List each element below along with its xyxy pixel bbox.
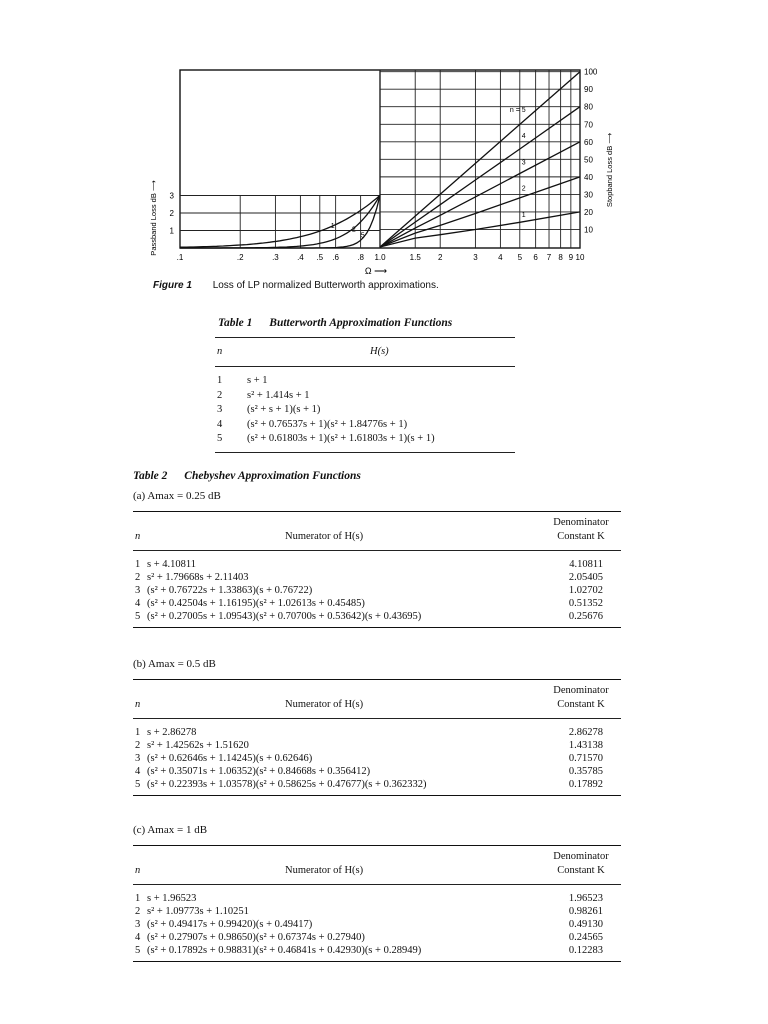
table2-row-constant: 0.51352 [568,598,603,609]
stopband-curve-label: 2 [521,185,526,193]
stopband-curve-label: 1 [521,211,526,219]
x-tick-label: 5 [517,253,523,262]
table2-section-header-rule [133,718,621,719]
table2-row-n: 4 [135,766,141,777]
table2-row-numerator: s + 1.96523 [147,893,197,904]
table2-row-numerator: (s² + 0.22393s + 1.03578)(s² + 0.58625s + 0.47677)(s + 0.362332) [147,779,427,790]
table2-section-top-rule [133,679,621,680]
table2-row [135,752,312,765]
table1-row-h: (s² + 0.76537s + 1)(s² + 1.84776s + 1) [247,418,408,430]
table2-row-n: 2 [135,740,141,751]
table2-col-constant: Constant K [557,531,605,542]
passband-curve-label: 2 [351,226,356,234]
table2-row-n: 1 [135,559,141,570]
table2-row-n: 1 [135,727,141,738]
figure-grid [180,70,580,248]
x-axis-label: Ω ⟶ [364,266,388,276]
table2-row-numerator: s² + 1.79668s + 2.11403 [147,572,249,583]
table2-row-numerator: (s² + 0.42504s + 1.16195)(s² + 1.02613s + 0.45485) [147,598,365,609]
table2-row-numerator: (s² + 0.27005s + 1.09543)(s² + 0.70700s + 0.53642)(s + 0.43695) [147,611,422,622]
right-tick-label: 90 [584,85,593,95]
table2-row-n: 5 [135,611,141,622]
table2-row-constant: 1.43138 [568,740,603,751]
figure-caption-number: Figure 1 [153,280,192,291]
x-tick-label: .6 [332,253,339,262]
table2-row [135,726,196,739]
table2-row-constant: 0.12283 [568,945,603,956]
x-tick-label: 1.0 [374,253,386,262]
x-tick-label: 6 [533,253,538,262]
table2-row [135,931,365,944]
table2-row-numerator: (s² + 0.76722s + 1.33863)(s + 0.76722) [147,585,313,596]
passband-curve-n2 [180,195,380,248]
right-tick-label: 60 [584,137,593,147]
table2-col-n: n [135,865,141,876]
table1-row-h: (s² + s + 1)(s + 1) [247,404,321,415]
table2-row-numerator: (s² + 0.27907s + 0.98650)(s² + 0.67374s + 0.27940) [147,932,365,943]
passband-curve-label: 1 [330,222,335,230]
x-tick-label: .4 [297,253,304,262]
table2-row-n: 3 [135,585,141,596]
left-tick-label: 1 [169,226,174,236]
right-tick-label: 30 [584,190,593,200]
table2-row-constant: 0.24565 [568,932,603,943]
right-tick-label: 80 [584,102,593,112]
table2-row [135,597,365,610]
left-axis-label: Passband Loss dB ⟶ [149,180,158,256]
table2-section-label: (b) Amax = 0.5 dB [133,658,216,670]
right-tick-label: 70 [584,120,593,130]
table2-row [135,584,312,597]
table1-title-text: Butterworth Approximation Functions [269,317,453,329]
table2-col-constant: Constant K [557,699,605,710]
stopband-curve-label: n = 5 [509,106,526,114]
table2-section-top-rule [133,511,621,512]
table2-col-numerator: Numerator of H(s) [285,531,364,542]
table2-row [135,571,249,584]
table2-row-numerator: (s² + 0.62646s + 1.14245)(s + 0.62646) [147,753,313,764]
figure-caption [153,280,439,291]
figure-caption-text: Loss of LP normalized Butterworth approximations. [212,280,439,291]
table1-row-n: 1 [217,375,223,386]
table2-row [135,944,421,957]
table2-row [135,778,426,791]
table2-col-n: n [135,531,141,542]
table2-row-n: 3 [135,753,141,764]
table2-row [135,765,370,778]
table2-row [135,610,421,623]
table1-row-n: 4 [217,418,223,430]
table2-section-bottom-rule [133,795,621,796]
table2-row-n: 4 [135,932,141,943]
table2-row-constant: 0.25676 [568,611,603,622]
right-tick-label: 50 [584,155,593,165]
x-tick-label: 2 [437,253,443,262]
stopband-curve-label: 4 [521,133,526,141]
table1-top-rule [215,337,515,338]
table2-row-numerator: (s² + 0.49417s + 0.99420)(s + 0.49417) [147,919,313,930]
table2-row-n: 2 [135,906,141,917]
table2-row-n: 4 [135,598,141,609]
table1-row-h: (s² + 0.61803s + 1)(s² + 1.61803s + 1)(s + 1) [247,433,435,444]
table1-row [217,403,320,416]
right-tick-label: 40 [584,172,593,182]
x-tick-label: .8 [357,253,364,262]
table1-col-n: n [217,346,223,357]
table1-number: Table 1 [218,317,253,329]
table2-col-denominator: Denominator [553,517,609,528]
right-tick-label: 100 [584,67,598,77]
table2-row [135,558,196,571]
table2-section-header-rule [133,884,621,885]
table2-number: Table 2 [133,470,168,482]
table2-row [135,892,196,905]
table2-row-constant: 4.10811 [569,559,603,570]
x-tick-label: .5 [316,253,324,262]
passband-curve-label: 5 [360,232,365,240]
table2-row-numerator: s + 2.86278 [147,727,197,738]
table2-row-numerator: (s² + 0.35071s + 1.06352)(s² + 0.84668s + 0.356412) [147,766,371,777]
table2-row-constant: 0.17892 [568,779,603,790]
table2-col-n: n [135,699,141,710]
table1-row [217,418,407,431]
table2-row-n: 5 [135,945,141,956]
x-tick-label: .3 [272,253,279,262]
table1-col-h: H(s) [370,346,389,357]
table2-section-top-rule [133,845,621,846]
table2-row-numerator: s² + 1.42562s + 1.51620 [147,740,249,751]
table2-col-numerator: Numerator of H(s) [285,699,364,710]
table2-row-constant: 1.96523 [568,893,603,904]
x-tick-label: 7 [546,253,552,262]
butterworth-loss-figure [130,60,614,280]
x-tick-label: 3 [473,253,478,262]
x-tick-label: 8 [558,253,563,262]
table2-col-denominator: Denominator [553,851,609,862]
table2-row-constant: 0.71570 [568,753,603,764]
table2-row-constant: 2.86278 [568,727,603,738]
table2-row-n: 2 [135,572,141,583]
table2-section-label: (a) Amax = 0.25 dB [133,490,221,502]
table2-col-denominator: Denominator [553,685,609,696]
table2-section-header-rule [133,550,621,551]
table2-row-n: 3 [135,919,141,930]
table1-header-rule [215,366,515,367]
table2-row-constant: 1.02702 [568,585,603,596]
table2-row-n: 1 [135,893,141,904]
x-tick-label: .2 [236,253,244,262]
table2-row-numerator: (s² + 0.17892s + 0.98831)(s² + 0.46841s + 0.42930)(s + 0.28949) [147,945,422,956]
table2-section-bottom-rule [133,627,621,628]
table2-section-label: (c) Amax = 1 dB [133,824,208,836]
x-tick-label: .1 [176,253,184,262]
table1-bottom-rule [215,452,515,453]
table2-row-numerator: s² + 1.09773s + 1.10251 [147,906,249,917]
right-tick-label: 20 [584,207,593,217]
table2-row-constant: 0.98261 [568,906,603,917]
passband-curve-n1 [180,195,380,247]
table2-col-constant: Constant K [557,865,605,876]
right-tick-label: 10 [584,225,593,235]
table2-row-constant: 0.35785 [568,766,603,777]
x-tick-label: 9 [568,253,574,262]
passband-curve-n5 [180,195,380,248]
left-tick-label: 2 [169,209,174,218]
right-axis-label: Stopband Loss dB ⟶ [605,132,614,208]
table1-row-h: s + 1 [247,375,268,386]
table2-title [133,470,361,482]
table2-row-n: 5 [135,779,141,790]
table2-row-numerator: s + 4.10811 [147,559,196,570]
table2-row [135,905,249,918]
table1-row [217,389,310,402]
table1-row-h: s² + 1.414s + 1 [247,389,310,401]
table2-row [135,739,249,752]
table2-col-numerator: Numerator of H(s) [285,865,364,876]
table2-row [135,918,312,931]
x-tick-label: 1.5 [409,253,421,262]
table1-row-n: 3 [217,404,223,415]
table1-title [218,317,452,329]
stopband-curve-label: 3 [521,159,526,167]
table2-row-constant: 0.49130 [568,919,603,930]
table1-row [217,432,435,445]
figure-labels [149,68,614,276]
left-tick-label: 3 [169,191,174,201]
table1-row [217,374,268,387]
table1-row-n: 5 [217,433,223,444]
x-tick-label: 4 [498,253,503,262]
table2-title-text: Chebyshev Approximation Functions [184,470,361,482]
table2-section-bottom-rule [133,961,621,962]
x-tick-label: 10 [575,253,585,262]
table1-row-n: 2 [217,389,223,401]
table2-row-constant: 2.05405 [568,572,603,583]
